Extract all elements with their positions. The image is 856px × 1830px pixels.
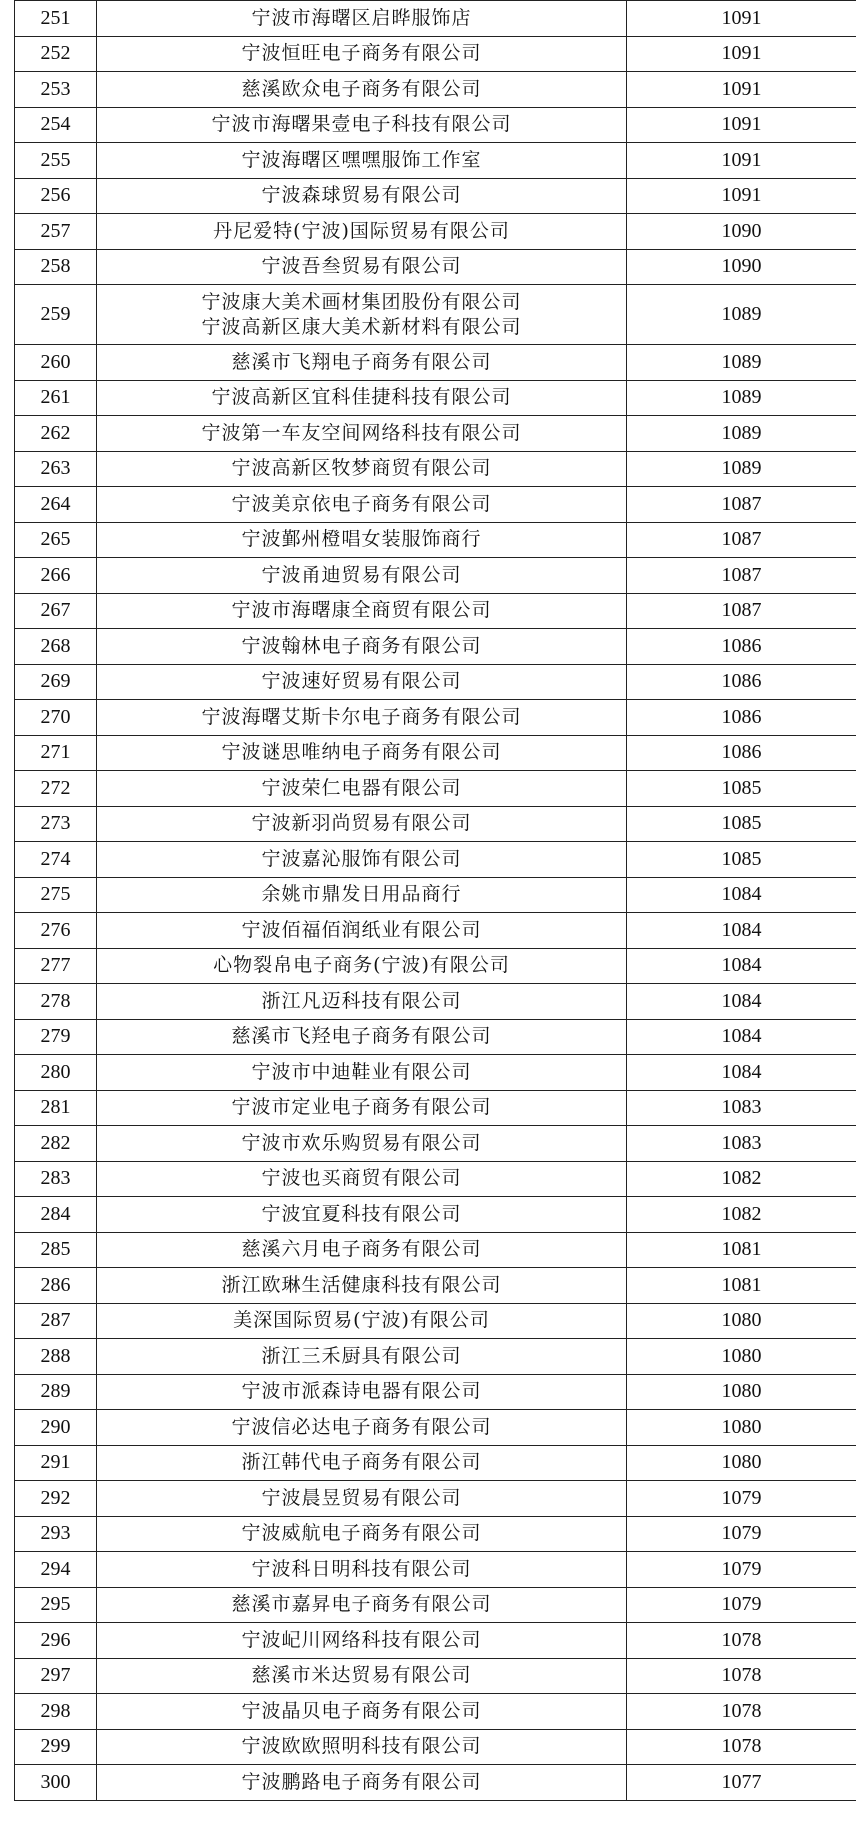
rank-cell: 295 [15,1587,97,1623]
rank-cell: 292 [15,1481,97,1517]
table-row [15,700,856,736]
table-row [15,1303,856,1339]
company-name: 宁波屺川网络科技有限公司 [241,1628,482,1651]
rank-cell: 285 [15,1232,97,1268]
company-name-cell [97,285,627,345]
company-name-cell [97,700,627,736]
score-cell: 1087 [627,522,856,558]
company-name: 宁波市派森诗电器有限公司 [241,1380,482,1403]
company-name-cell [97,664,627,700]
company-name-cell [97,1481,627,1517]
rank-cell: 274 [15,842,97,878]
score-cell: 1090 [627,249,856,285]
table-row [15,1658,856,1694]
table-row [15,285,856,345]
company-name: 宁波科日明科技有限公司 [251,1557,472,1580]
table-row [15,214,856,250]
score-cell: 1085 [627,806,856,842]
score-cell: 1084 [627,877,856,913]
score-cell: 1083 [627,1126,856,1162]
score-cell: 1089 [627,285,856,345]
rank-cell: 261 [15,380,97,416]
company-name-cell [97,1410,627,1446]
score-cell: 1089 [627,416,856,452]
table-row [15,948,856,984]
company-name: 宁波荣仁电器有限公司 [261,776,462,799]
score-cell: 1078 [627,1658,856,1694]
table-row [15,522,856,558]
rank-cell: 276 [15,913,97,949]
table-row [15,380,856,416]
company-name: 宁波市海曙果壹电子科技有限公司 [211,113,512,136]
company-name: 宁波市欢乐购贸易有限公司 [241,1131,482,1154]
score-cell: 1080 [627,1339,856,1375]
score-cell: 1090 [627,214,856,250]
table-row [15,984,856,1020]
company-name: 浙江欧琳生活健康科技有限公司 [221,1273,502,1296]
ranking-table [14,0,856,1801]
table-body [15,1,856,1801]
table-row [15,877,856,913]
score-cell: 1085 [627,842,856,878]
table-row [15,1516,856,1552]
score-cell: 1091 [627,143,856,179]
table-row [15,558,856,594]
rank-cell: 286 [15,1268,97,1304]
score-cell: 1091 [627,36,856,72]
company-name: 宁波鹏路电子商务有限公司 [241,1770,482,1793]
company-name: 宁波嘉沁服饰有限公司 [261,847,462,870]
company-name-cell [97,593,627,629]
company-name: 宁波市海曙区启晔服饰店 [251,6,472,29]
company-name: 浙江三禾厨具有限公司 [261,1344,462,1367]
company-name-cell [97,1232,627,1268]
company-name-cell [97,178,627,214]
company-name-cell [97,1623,627,1659]
table-row [15,451,856,487]
rank-cell: 270 [15,700,97,736]
score-cell: 1084 [627,1055,856,1091]
rank-cell: 294 [15,1552,97,1588]
table-row [15,664,856,700]
table-row [15,1445,856,1481]
company-name-cell [97,1268,627,1304]
score-cell: 1077 [627,1765,856,1801]
rank-cell: 281 [15,1090,97,1126]
company-name: 宁波高新区牧梦商贸有限公司 [231,457,492,480]
company-name-cell [97,36,627,72]
rank-cell: 272 [15,771,97,807]
company-name: 慈溪欧众电子商务有限公司 [241,77,482,100]
table-row [15,1,856,37]
ranking-table-container [14,0,856,1801]
rank-cell: 266 [15,558,97,594]
rank-cell: 260 [15,345,97,381]
company-name: 慈溪六月电子商务有限公司 [241,1238,482,1261]
company-name-cell [97,1090,627,1126]
company-name-cell [97,1,627,37]
score-cell: 1080 [627,1374,856,1410]
table-row [15,1729,856,1765]
company-name-cell [97,1516,627,1552]
company-name: 宁波晨昱贸易有限公司 [261,1486,462,1509]
rank-cell: 273 [15,806,97,842]
rank-cell: 291 [15,1445,97,1481]
score-cell: 1085 [627,771,856,807]
company-name: 宁波欧欧照明科技有限公司 [241,1735,482,1758]
table-row [15,1552,856,1588]
score-cell: 1086 [627,700,856,736]
company-name-cell [97,214,627,250]
company-name-cell [97,1374,627,1410]
company-name-cell [97,416,627,452]
company-name-cell [97,948,627,984]
score-cell: 1081 [627,1232,856,1268]
table-row [15,1161,856,1197]
company-name-cell [97,345,627,381]
company-name-cell [97,143,627,179]
score-cell: 1083 [627,1090,856,1126]
score-cell: 1079 [627,1552,856,1588]
table-row [15,735,856,771]
company-name: 宁波谜思唯纳电子商务有限公司 [221,741,502,764]
company-name-cell [97,735,627,771]
table-row [15,143,856,179]
company-name: 宁波晶贝电子商务有限公司 [241,1699,482,1722]
table-row [15,1587,856,1623]
company-name: 浙江凡迈科技有限公司 [261,989,462,1012]
table-row [15,771,856,807]
score-cell: 1089 [627,451,856,487]
rank-cell: 288 [15,1339,97,1375]
rank-cell: 252 [15,36,97,72]
company-name: 浙江韩代电子商务有限公司 [241,1451,482,1474]
table-row [15,36,856,72]
score-cell: 1081 [627,1268,856,1304]
company-name: 宁波甬迪贸易有限公司 [261,563,462,586]
rank-cell: 254 [15,107,97,143]
company-name-cell [97,558,627,594]
rank-cell: 259 [15,285,97,345]
table-row [15,1197,856,1233]
score-cell: 1084 [627,913,856,949]
table-row [15,1410,856,1446]
rank-cell: 277 [15,948,97,984]
table-row [15,629,856,665]
company-name: 宁波海曙区嘿嘿服饰工作室 [241,148,482,171]
rank-cell: 275 [15,877,97,913]
table-row [15,1481,856,1517]
score-cell: 1086 [627,629,856,665]
rank-cell: 296 [15,1623,97,1659]
company-name-cell [97,487,627,523]
table-row [15,1374,856,1410]
table-row [15,806,856,842]
rank-cell: 256 [15,178,97,214]
score-cell: 1086 [627,735,856,771]
score-cell: 1082 [627,1197,856,1233]
company-name-cell [97,249,627,285]
table-row [15,1765,856,1801]
company-name-cell [97,629,627,665]
company-name: 宁波高新区康大美术新材料有限公司 [201,315,522,338]
company-name-cell [97,842,627,878]
score-cell: 1082 [627,1161,856,1197]
table-row [15,1019,856,1055]
company-name-cell [97,1552,627,1588]
rank-cell: 251 [15,1,97,37]
rank-cell: 284 [15,1197,97,1233]
company-name: 慈溪市飞羟电子商务有限公司 [231,1025,492,1048]
company-name: 宁波吾叁贸易有限公司 [261,255,462,278]
table-row [15,72,856,108]
score-cell: 1079 [627,1481,856,1517]
rank-cell: 283 [15,1161,97,1197]
table-row [15,842,856,878]
score-cell: 1078 [627,1729,856,1765]
rank-cell: 253 [15,72,97,108]
company-name-cell [97,1729,627,1765]
score-cell: 1079 [627,1587,856,1623]
company-name: 宁波市定业电子商务有限公司 [231,1096,492,1119]
table-row [15,1623,856,1659]
score-cell: 1084 [627,1019,856,1055]
company-name-cell [97,451,627,487]
company-name-cell [97,1055,627,1091]
table-row [15,487,856,523]
score-cell: 1080 [627,1445,856,1481]
score-cell: 1091 [627,178,856,214]
table-row [15,1232,856,1268]
score-cell: 1089 [627,345,856,381]
company-name-cell [97,1126,627,1162]
rank-cell: 289 [15,1374,97,1410]
company-name: 宁波威航电子商务有限公司 [241,1522,482,1545]
rank-cell: 300 [15,1765,97,1801]
rank-cell: 255 [15,143,97,179]
company-name: 宁波康大美术画材集团股份有限公司 [201,290,522,313]
company-name: 宁波速好贸易有限公司 [261,670,462,693]
score-cell: 1091 [627,1,856,37]
company-name-cell [97,1197,627,1233]
company-name: 宁波佰福佰润纸业有限公司 [241,918,482,941]
rank-cell: 263 [15,451,97,487]
company-name: 心物裂帛电子商务(宁波)有限公司 [213,954,510,977]
table-row [15,1055,856,1091]
score-cell: 1080 [627,1303,856,1339]
company-name-cell [97,1303,627,1339]
score-cell: 1084 [627,984,856,1020]
company-name: 宁波信必达电子商务有限公司 [231,1415,492,1438]
company-name: 宁波市中迪鞋业有限公司 [251,1060,472,1083]
table-row [15,249,856,285]
company-name: 美深国际贸易(宁波)有限公司 [233,1309,490,1332]
score-cell: 1080 [627,1410,856,1446]
rank-cell: 269 [15,664,97,700]
company-name-cell [97,522,627,558]
rank-cell: 279 [15,1019,97,1055]
rank-cell: 280 [15,1055,97,1091]
score-cell: 1091 [627,107,856,143]
rank-cell: 298 [15,1694,97,1730]
company-name: 宁波恒旺电子商务有限公司 [241,42,482,65]
score-cell: 1087 [627,558,856,594]
table-row [15,1126,856,1162]
rank-cell: 268 [15,629,97,665]
company-name: 慈溪市米达贸易有限公司 [251,1664,472,1687]
company-name-cell [97,72,627,108]
company-name: 宁波市海曙康全商贸有限公司 [231,599,492,622]
rank-cell: 265 [15,522,97,558]
company-name: 宁波森球贸易有限公司 [261,184,462,207]
company-name: 宁波美京依电子商务有限公司 [231,492,492,515]
rank-cell: 282 [15,1126,97,1162]
company-name: 宁波也买商贸有限公司 [261,1167,462,1190]
score-cell: 1078 [627,1694,856,1730]
rank-cell: 287 [15,1303,97,1339]
table-row [15,593,856,629]
score-cell: 1087 [627,593,856,629]
rank-cell: 297 [15,1658,97,1694]
table-row [15,107,856,143]
company-name: 宁波第一车友空间网络科技有限公司 [201,421,522,444]
rank-cell: 262 [15,416,97,452]
company-name-cell [97,1019,627,1055]
company-name-cell [97,1161,627,1197]
company-name-cell [97,806,627,842]
rank-cell: 293 [15,1516,97,1552]
score-cell: 1084 [627,948,856,984]
company-name: 宁波宜夏科技有限公司 [261,1202,462,1225]
company-name-cell [97,1658,627,1694]
rank-cell: 267 [15,593,97,629]
company-name: 宁波鄞州橙唱女装服饰商行 [241,528,482,551]
company-name-cell [97,1765,627,1801]
table-row [15,913,856,949]
company-name: 宁波海曙艾斯卡尔电子商务有限公司 [201,705,522,728]
company-name-cell [97,1445,627,1481]
score-cell: 1078 [627,1623,856,1659]
company-name: 宁波翰林电子商务有限公司 [241,634,482,657]
rank-cell: 271 [15,735,97,771]
score-cell: 1087 [627,487,856,523]
score-cell: 1079 [627,1516,856,1552]
rank-cell: 264 [15,487,97,523]
company-name-cell [97,877,627,913]
table-row [15,345,856,381]
company-name-cell [97,1694,627,1730]
company-name-cell [97,984,627,1020]
company-name-cell [97,1587,627,1623]
company-name-cell [97,380,627,416]
score-cell: 1091 [627,72,856,108]
company-name: 慈溪市嘉昇电子商务有限公司 [231,1593,492,1616]
rank-cell: 278 [15,984,97,1020]
table-row [15,1339,856,1375]
rank-cell: 290 [15,1410,97,1446]
table-row [15,178,856,214]
table-row [15,1090,856,1126]
company-name: 宁波新羽尚贸易有限公司 [251,812,472,835]
rank-cell: 258 [15,249,97,285]
table-row [15,416,856,452]
score-cell: 1089 [627,380,856,416]
rank-cell: 257 [15,214,97,250]
company-name: 余姚市鼎发日用品商行 [261,883,462,906]
company-name-cell [97,771,627,807]
company-name: 宁波高新区宜科佳捷科技有限公司 [211,386,512,409]
company-name-cell [97,1339,627,1375]
company-name: 慈溪市飞翔电子商务有限公司 [231,350,492,373]
table-row [15,1268,856,1304]
company-name-cell [97,107,627,143]
company-name: 丹尼爱特(宁波)国际贸易有限公司 [213,219,510,242]
table-row [15,1694,856,1730]
company-name-cell [97,913,627,949]
rank-cell: 299 [15,1729,97,1765]
score-cell: 1086 [627,664,856,700]
